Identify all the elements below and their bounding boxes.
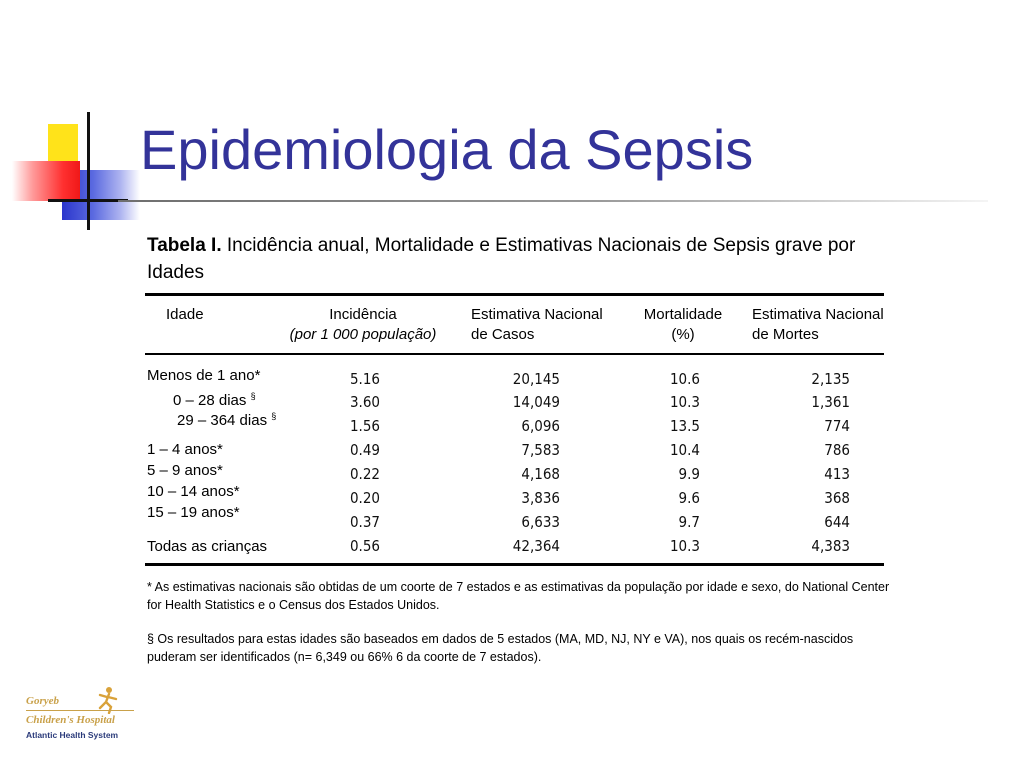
slide-decoration xyxy=(0,0,140,240)
cell-mortes: 2,135 xyxy=(811,370,850,388)
cell-mortalidade: 10.3 xyxy=(669,393,700,411)
logo-line3: Atlantic Health System xyxy=(26,730,119,740)
header-casos xyxy=(471,305,603,345)
header-mortalidade-line1: Mortalidade xyxy=(643,306,723,323)
cell-mortalidade: 9.7 xyxy=(678,513,700,531)
header-mortes xyxy=(752,305,884,345)
table-header-rule xyxy=(145,353,884,355)
cell-casos: 20,145 xyxy=(512,370,560,388)
caption-bold: Tabela I. xyxy=(147,235,222,256)
deco-red-square xyxy=(12,161,80,201)
cell-incidencia: 0.20 xyxy=(349,489,380,507)
cell-incidencia: 0.56 xyxy=(349,537,380,555)
cell-mortes: 786 xyxy=(824,441,850,459)
header-mortes-line1: Estimativa Nacional xyxy=(752,306,884,323)
header-mortalidade xyxy=(636,305,730,345)
cell-mortes: 1,361 xyxy=(811,393,850,411)
logo-line1: Goryeb xyxy=(26,695,59,707)
cell-incidencia: 0.22 xyxy=(349,465,380,483)
deco-yellow-square xyxy=(48,124,78,164)
cell-casos: 6,633 xyxy=(521,513,560,531)
cell-mortes: 413 xyxy=(824,465,850,483)
row-label: Todas as crianças xyxy=(147,538,268,555)
row-label-text: 29 – 364 dias xyxy=(177,412,268,429)
cell-incidencia: 0.37 xyxy=(349,513,380,531)
table-bottom-rule xyxy=(145,563,884,566)
deco-horizontal-line xyxy=(48,199,128,202)
cell-casos: 4,168 xyxy=(521,465,560,483)
row-label: 10 – 14 anos* xyxy=(147,483,240,500)
header-incidencia-sub: (por 1 000 população) xyxy=(289,326,437,343)
cell-mortes: 774 xyxy=(824,417,850,435)
cell-incidencia: 0.49 xyxy=(349,441,380,459)
cell-incidencia: 5.16 xyxy=(349,370,380,388)
logo-rule xyxy=(26,710,134,711)
cell-mortalidade: 10.4 xyxy=(669,441,700,459)
header-incidencia-label: Incidência xyxy=(329,306,397,323)
slide-title: Epidemiologia da Sepsis xyxy=(140,118,754,181)
cell-mortalidade: 9.6 xyxy=(678,489,700,507)
deco-vertical-line xyxy=(87,112,90,230)
row-label-footnote-mark: § xyxy=(250,391,256,401)
cell-mortalidade: 9.9 xyxy=(678,465,700,483)
row-label-text: 0 – 28 dias xyxy=(173,392,247,409)
logo-line2: Children's Hospital xyxy=(26,714,115,726)
row-label: Menos de 1 ano* xyxy=(147,367,261,384)
cell-mortes: 4,383 xyxy=(811,537,850,555)
cell-casos: 6,096 xyxy=(521,417,560,435)
row-label-footnote-mark: § xyxy=(271,411,277,421)
header-mortes-line2: de Mortes xyxy=(752,326,819,343)
cell-casos: 42,364 xyxy=(512,537,560,555)
cell-casos: 7,583 xyxy=(521,441,560,459)
cell-mortes: 644 xyxy=(824,513,850,531)
cell-mortalidade: 10.6 xyxy=(669,370,700,388)
table-top-rule xyxy=(145,293,884,296)
header-incidencia xyxy=(280,305,446,345)
cell-incidencia: 3.60 xyxy=(349,393,380,411)
row-label: 1 – 4 anos* xyxy=(147,441,223,458)
hospital-logo xyxy=(22,690,152,740)
cell-mortalidade: 13.5 xyxy=(669,417,700,435)
row-label: 15 – 19 anos* xyxy=(147,504,240,521)
cell-casos: 14,049 xyxy=(512,393,560,411)
footnote-estimates: * As estimativas nacionais são obtidas de um coorte de 7 estados e as estimativas da população por idade e sexo, do National Center for Health Statistics e o Census dos Estados Unidos. xyxy=(147,580,890,612)
caption-text: Incidência anual, Mortalidade e Estimativas Nacionais de Sepsis grave por Idades xyxy=(147,235,856,283)
cell-casos: 3,836 xyxy=(521,489,560,507)
row-label xyxy=(177,406,276,431)
table-caption xyxy=(147,232,867,286)
header-casos-line2: de Casos xyxy=(471,326,535,343)
header-idade: Idade xyxy=(166,306,204,323)
cell-incidencia: 1.56 xyxy=(349,417,380,435)
row-label: 5 – 9 anos* xyxy=(147,462,223,479)
header-mortalidade-line2: (%) xyxy=(671,326,695,343)
title-underline xyxy=(118,200,988,202)
header-casos-line1: Estimativa Nacional xyxy=(471,306,603,323)
cell-mortalidade: 10.3 xyxy=(669,537,700,555)
cell-mortes: 368 xyxy=(824,489,850,507)
footnote-section-mark: § Os resultados para estas idades são baseados em dados de 5 estados (MA, MD, NJ, NY e VA), nos quais os recém-nascidos puderam ser identificados (n= 6,349 ou 66% 6 da coorte de 7 estados). xyxy=(147,632,854,664)
